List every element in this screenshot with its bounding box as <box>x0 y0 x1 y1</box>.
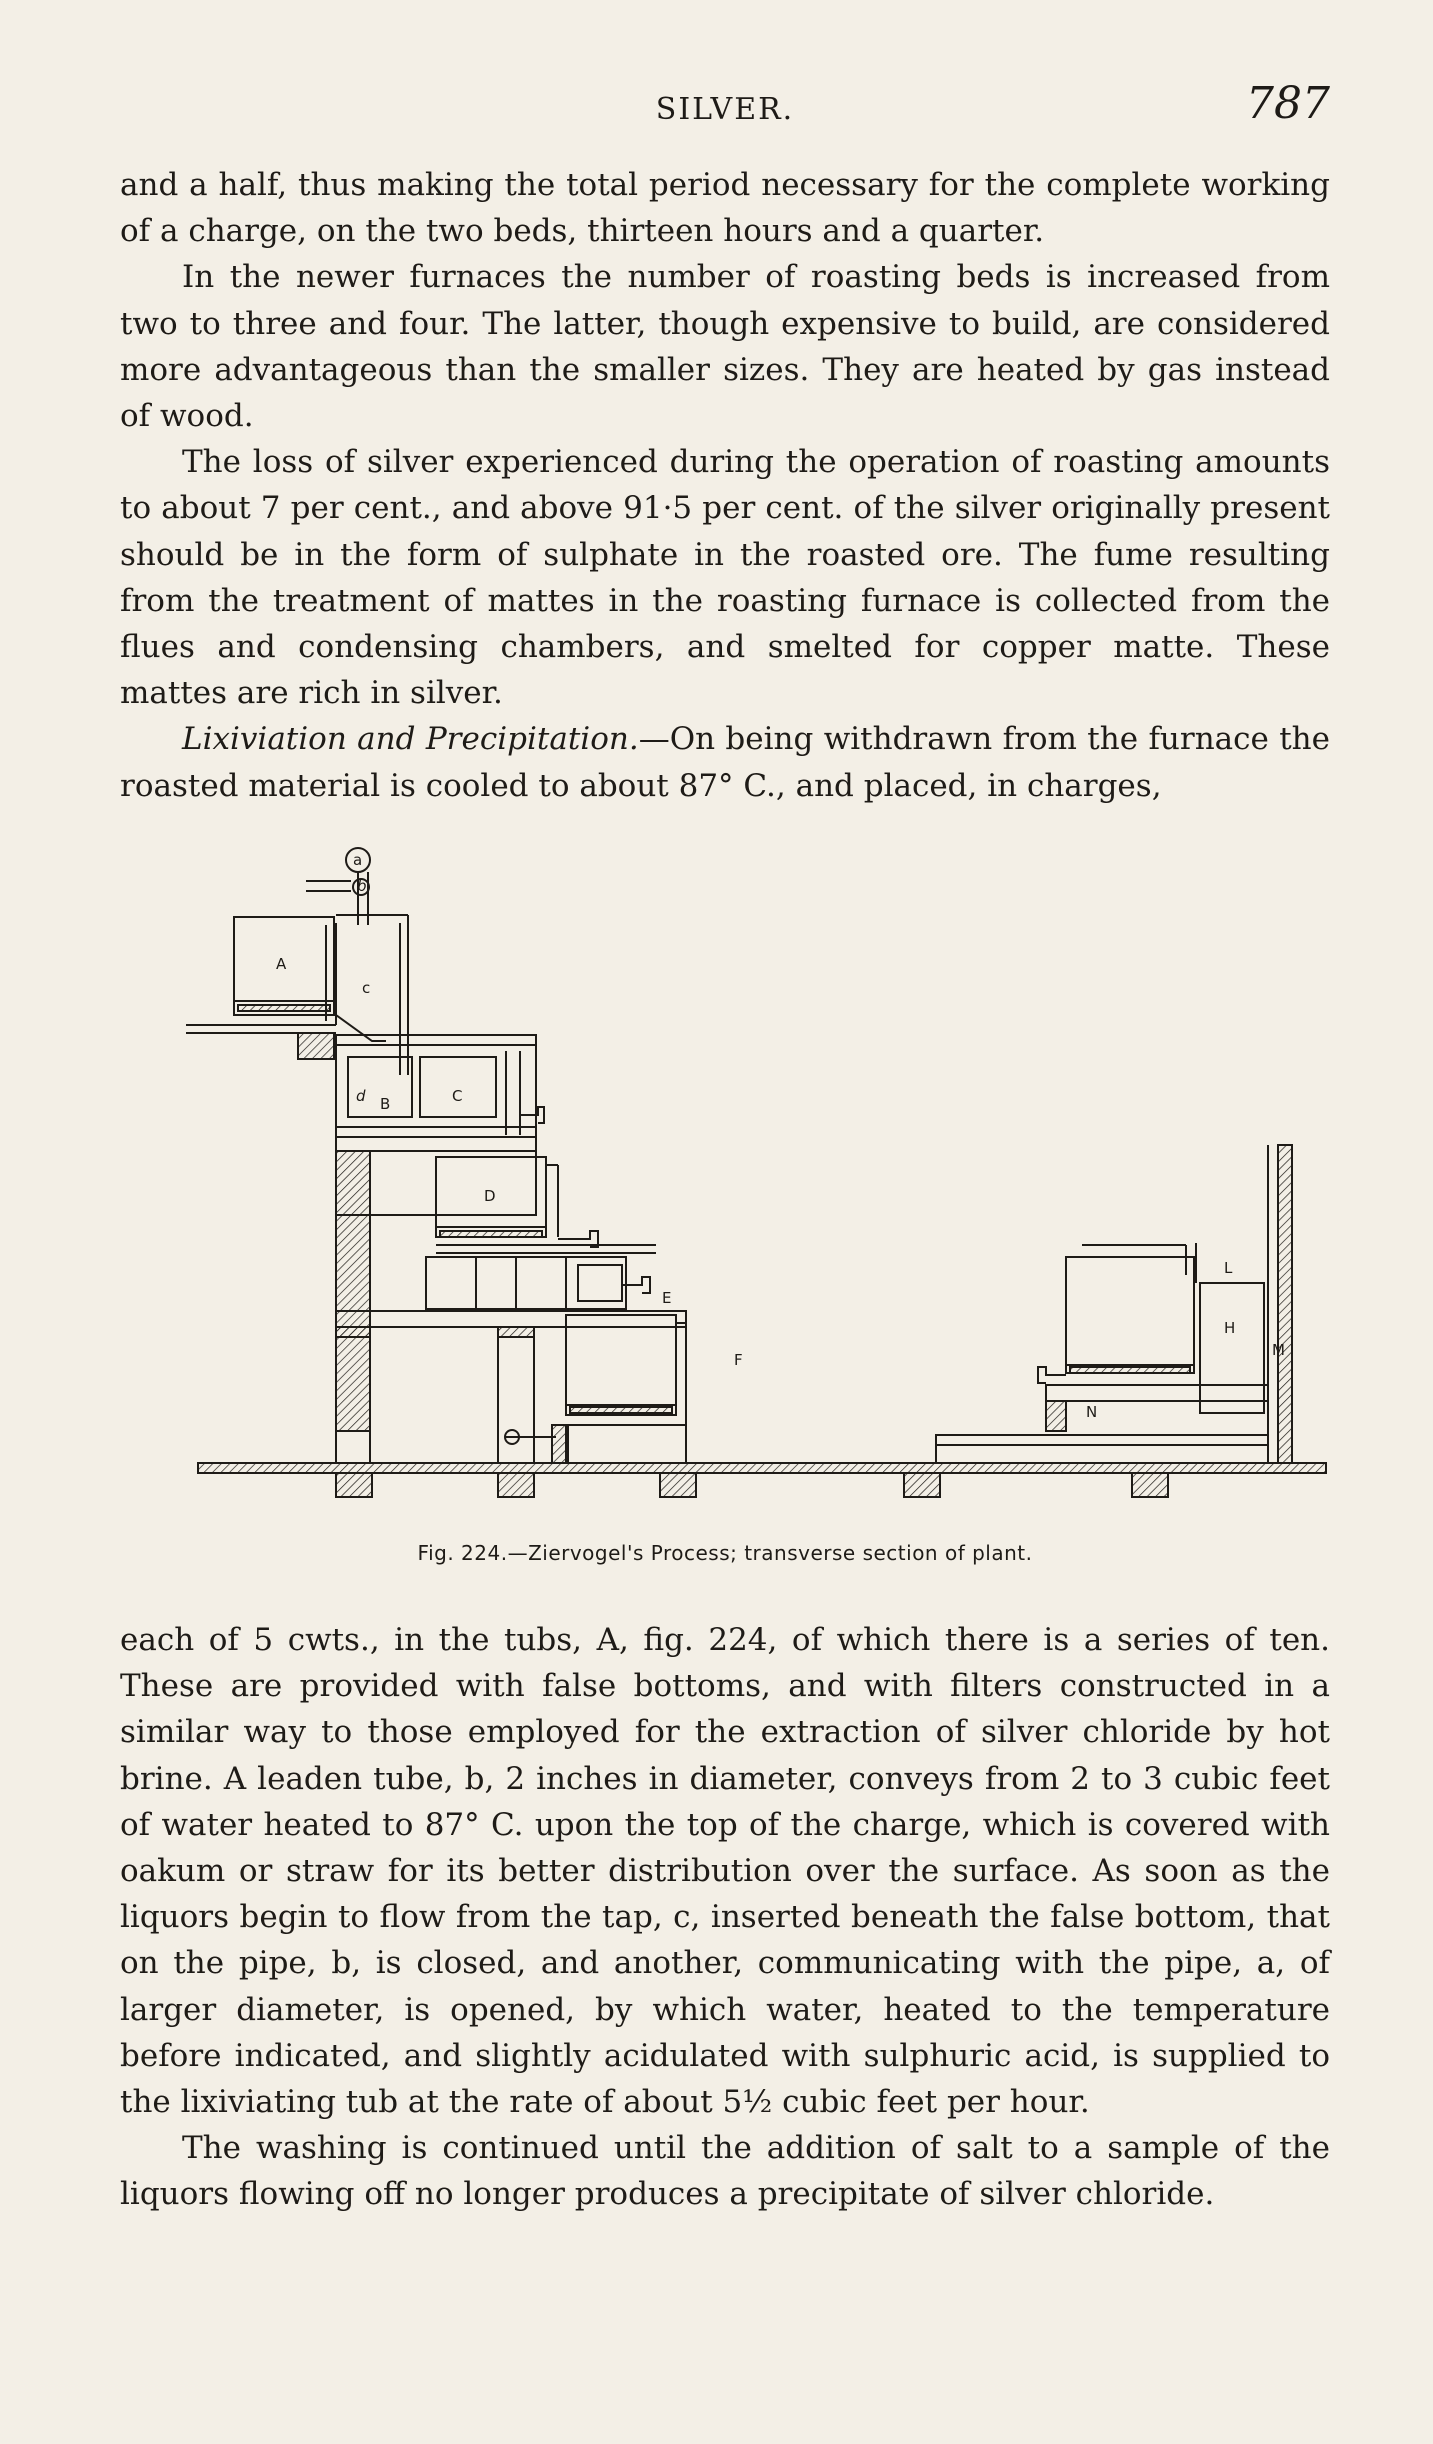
bottom-text-block <box>120 1617 1330 2218</box>
page-number: 787 <box>1246 78 1330 129</box>
tub-F <box>336 1311 686 1463</box>
label-M: M <box>1272 1341 1285 1359</box>
paragraph-3: The loss of silver experienced during the operation of roasting amounts to about 7 per cent., and above 91·5 per cent. of the silver originally present should be in the form of sulphate in the roasted ore. The fume resulting from the treatment of mattes in the roasting furnace is collected from the flues and condensing chambers, and smelted for copper matte. These mattes are rich in silver. <box>120 444 1330 712</box>
paragraph-6: The washing is continued until the addition of salt to a sample of the liquors flowing off no longer produces a precipitate of silver chloride. <box>120 2130 1330 2213</box>
label-B: B <box>380 1095 391 1113</box>
paragraph-5: each of 5 cwts., in the tubs, A, fig. 224, of which there is a series of ten. These are provided with false bottoms, and with filters constructed in a similar way to those employed for the extraction of silver chloride by hot brine. A leaden tube, b, 2 inches in diameter, conveys from 2 to 3 cubic feet of water heated to 87° C. upon the top of the charge, which is covered with oakum or straw for its better distribution over the surface. As soon as the liquors begin to flow from the tap, c, inserted beneath the false bottom, that on the pipe, b, is closed, and another, communicating with the pipe, a, of larger diameter, is opened, by which water, heated to the temperature before indicated, and slightly acidulated with sulphuric acid, is supplied to the lixiviating tub at the rate of about 5½ cubic feet per hour. <box>120 1622 1330 2121</box>
label-N: N <box>1086 1403 1098 1421</box>
tank-H <box>936 1145 1292 1463</box>
label-b: b <box>357 877 367 895</box>
figure-224 <box>186 845 1336 1525</box>
section-heading: Lixiviation and Precipitation. <box>182 721 639 758</box>
label-L: L <box>1224 1259 1233 1277</box>
paragraph-4-text: On being withdrawn from the furnace the roasted material is cooled to about 87° C., and placed, in charges, <box>120 721 1330 804</box>
label-a: a <box>353 851 363 869</box>
label-d: d <box>356 1087 366 1105</box>
paragraph-2: In the newer furnaces the number of roasting beds is increased from two to three and four. The latter, though expensive to build, are considered more advantageous than the smaller sizes. They are heated by gas instead of wood. <box>120 259 1330 435</box>
label-A: A <box>276 955 287 973</box>
plant-section-diagram <box>186 845 1336 1525</box>
vats-B-C <box>336 1035 544 1463</box>
tub-E <box>426 1257 650 1309</box>
label-C: C <box>452 1087 463 1105</box>
paragraph-4: Lixiviation and Precipitation.—On being withdrawn from the furnace the roasted material is cooled to about 87° C., and placed, in charges, <box>120 721 1330 804</box>
ground <box>198 1463 1326 1497</box>
label-c: c <box>362 979 371 997</box>
top-text-block <box>120 162 1330 809</box>
label-H: H <box>1224 1319 1236 1337</box>
page-header <box>120 78 1330 138</box>
running-head: SILVER. <box>655 92 795 127</box>
label-E: E <box>662 1289 672 1307</box>
label-F: F <box>734 1351 743 1369</box>
tub-A <box>186 917 386 1059</box>
tub-D <box>436 1157 656 1253</box>
figure-caption: Fig. 224.—Ziervogel's Process; transverse section of plant. <box>417 1541 1033 1565</box>
paragraph-1: and a half, thus making the total period necessary for the complete working of a charge, on the two beds, thirteen hours and a quarter. <box>120 167 1330 250</box>
label-D: D <box>484 1187 496 1205</box>
